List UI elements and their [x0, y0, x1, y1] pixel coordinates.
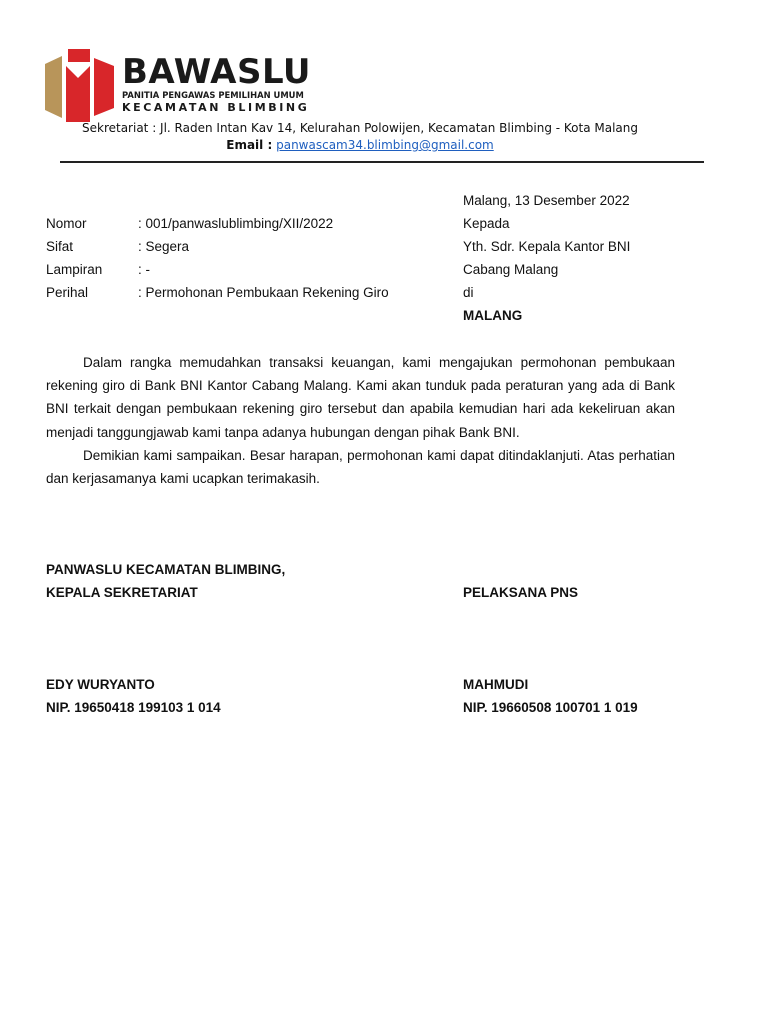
signature-left-nip: NIP. 19650418 199103 1 014 [46, 700, 221, 715]
brand-name: BAWASLU [122, 52, 312, 92]
logo-red-top [68, 49, 90, 62]
letter-date: Malang, 13 Desember 2022 [463, 193, 630, 208]
logo-red-right [94, 58, 114, 116]
signature-left-org: PANWASLU KECAMATAN BLIMBING, [46, 562, 286, 577]
brand-block [122, 52, 312, 114]
brand-subtitle: PANITIA PENGAWAS PEMILIHAN UMUM [122, 90, 304, 100]
meta-value-sifat: : Segera [138, 239, 190, 254]
recipient-branch: Cabang Malang [463, 262, 559, 277]
signature-left-name: EDY WURYANTO [46, 677, 155, 692]
meta-label-lampiran: Lampiran [46, 262, 103, 277]
signature-left-title: KEPALA SEKRETARIAT [46, 585, 198, 600]
recipient-name: Yth. Sdr. Kepala Kantor BNI [463, 239, 631, 254]
letterhead-email-line [0, 138, 720, 152]
signature-right-name: MAHMUDI [463, 677, 529, 692]
letterhead-divider [60, 161, 704, 163]
body-paragraph-2: Demikian kami sampaikan. Besar harapan, permohonan kami dapat ditindaklanjuti. Atas perhatian dan kerjasamanya kami ucapkan terimakasih. [46, 447, 675, 487]
meta-value-perihal: : Permohonan Pembukaan Rekening Giro [138, 285, 389, 300]
email-link[interactable]: panwascam34.blimbing@gmail.com [276, 138, 494, 152]
brand-district: KECAMATAN BLIMBING [122, 101, 310, 114]
meta-label-sifat: Sifat [46, 239, 74, 254]
body-paragraph-1: Dalam rangka memudahkan transaksi keuangan, kami mengajukan permohonan pembukaan rekening giro di Bank BNI Kantor Cabang Malang. Kami akan tunduk pada peraturan yang ada di Bank BNI terkait dengan pembukaan rekening giro tersebut dan apabila kemudian hari ada kekeliruan akan menjadi tanggungjawab kami tanpa adanya hubungan dengan pihak Bank BNI. [46, 355, 675, 440]
email-label: Email : [226, 138, 273, 152]
recipient-city: MALANG [463, 308, 523, 323]
recipient-kepada: Kepada [463, 216, 510, 231]
meta-label-perihal: Perihal [46, 285, 89, 300]
signature-right-nip: NIP. 19660508 100701 1 019 [463, 700, 638, 715]
meta-value-nomor: : 001/panwaslublimbing/XII/2022 [138, 216, 334, 231]
meta-value-lampiran: : - [138, 262, 150, 277]
letterhead-address: Sekretariat : Jl. Raden Intan Kav 14, Kelurahan Polowijen, Kecamatan Blimbing - Kota Malang [82, 121, 638, 135]
letter-body [46, 351, 675, 490]
meta-label-nomor: Nomor [46, 216, 87, 231]
logo-gold-shape [45, 56, 62, 118]
recipient-di: di [463, 285, 474, 300]
signature-right-title: PELAKSANA PNS [463, 585, 579, 600]
bawaslu-logo [44, 48, 114, 124]
